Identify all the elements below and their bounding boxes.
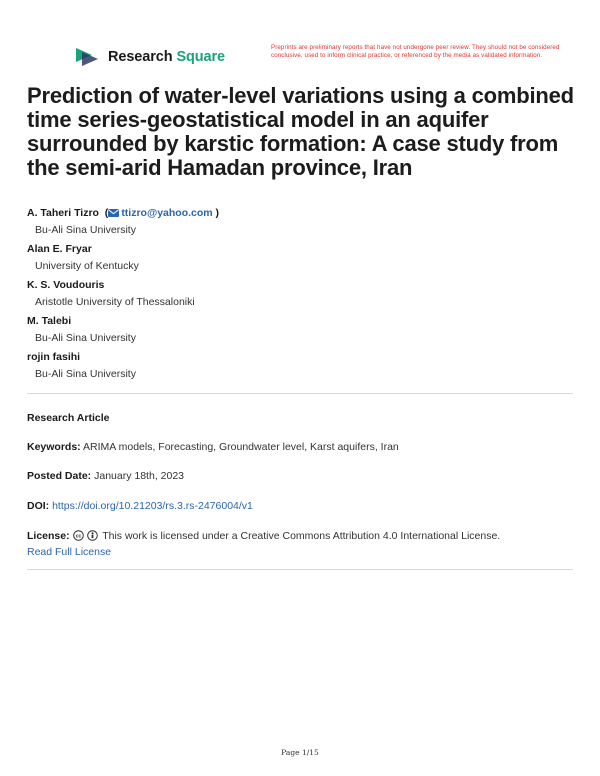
research-square-logo-icon bbox=[74, 46, 100, 68]
posted-date-value: January 18th, 2023 bbox=[94, 470, 185, 482]
author-affiliation: Bu-Ali Sina University bbox=[35, 224, 136, 236]
author-entry bbox=[27, 313, 573, 349]
article-type bbox=[27, 411, 573, 425]
doi-line bbox=[27, 499, 573, 513]
cc-icon bbox=[73, 530, 84, 541]
svg-text:cc: cc bbox=[75, 533, 81, 540]
logo-word-square: Square bbox=[176, 49, 225, 65]
author-name: M. Talebi bbox=[27, 315, 72, 327]
paper-title: Prediction of water-level variations using a combined time series-geostatistical model in an aquifer surrounded by karstic formation: A case study from the semi-arid Hamadan province, Iran bbox=[27, 83, 574, 180]
license-line bbox=[27, 529, 573, 543]
author-name-text: A. Taheri Tizro bbox=[27, 207, 99, 219]
research-square-logo[interactable] bbox=[74, 46, 225, 68]
author-affiliation: Bu-Ali Sina University bbox=[35, 332, 136, 344]
author-name bbox=[27, 205, 573, 221]
page-header bbox=[0, 0, 600, 80]
doi-link[interactable]: https://doi.org/10.21203/rs.3.rs-2476004/v1 bbox=[52, 500, 253, 512]
author-name: K. S. Voudouris bbox=[27, 279, 105, 291]
author-entry bbox=[27, 241, 573, 277]
read-license-line bbox=[27, 545, 573, 559]
author-name: rojin fasihi bbox=[27, 351, 81, 363]
author-entry bbox=[27, 205, 573, 241]
read-full-license-link[interactable]: Read Full License bbox=[27, 546, 112, 558]
posted-date-line bbox=[27, 469, 573, 483]
envelope-icon bbox=[108, 209, 119, 217]
keywords-line bbox=[27, 440, 573, 454]
keywords-value: ARIMA models, Forecasting, Groundwater level, Karst aquifers, Iran bbox=[83, 441, 399, 453]
preprint-disclaimer: Preprints are preliminary reports that have not undergone peer review. They should not be considered conclusive, used to inform clinical practice, or referenced by the media as validated information. bbox=[271, 44, 560, 59]
license-text: This work is licensed under a Creative Commons Attribution 4.0 International License. bbox=[102, 530, 501, 542]
license-label: License: bbox=[27, 530, 70, 542]
logo-word-research: Research bbox=[108, 49, 173, 65]
author-email: ( ttizro@yahoo.com ) bbox=[101, 207, 220, 219]
by-icon bbox=[87, 530, 98, 541]
divider bbox=[27, 569, 573, 570]
doi-label: DOI: bbox=[27, 500, 50, 512]
author-list bbox=[27, 205, 573, 385]
author-affiliation: Aristotle University of Thessaloniki bbox=[35, 296, 195, 308]
author-email-link[interactable]: ttizro@yahoo.com bbox=[121, 207, 213, 219]
divider bbox=[27, 393, 573, 394]
article-type-label: Research Article bbox=[27, 412, 110, 424]
keywords-label: Keywords: bbox=[27, 441, 81, 453]
logo-text bbox=[108, 49, 225, 65]
author-affiliation: University of Kentucky bbox=[35, 260, 139, 272]
page-number: Page 1/15 bbox=[281, 748, 319, 757]
author-entry bbox=[27, 349, 573, 385]
author-entry bbox=[27, 277, 573, 313]
author-name: Alan E. Fryar bbox=[27, 243, 92, 255]
posted-date-label: Posted Date: bbox=[27, 470, 92, 482]
author-affiliation: Bu-Ali Sina University bbox=[35, 368, 136, 380]
